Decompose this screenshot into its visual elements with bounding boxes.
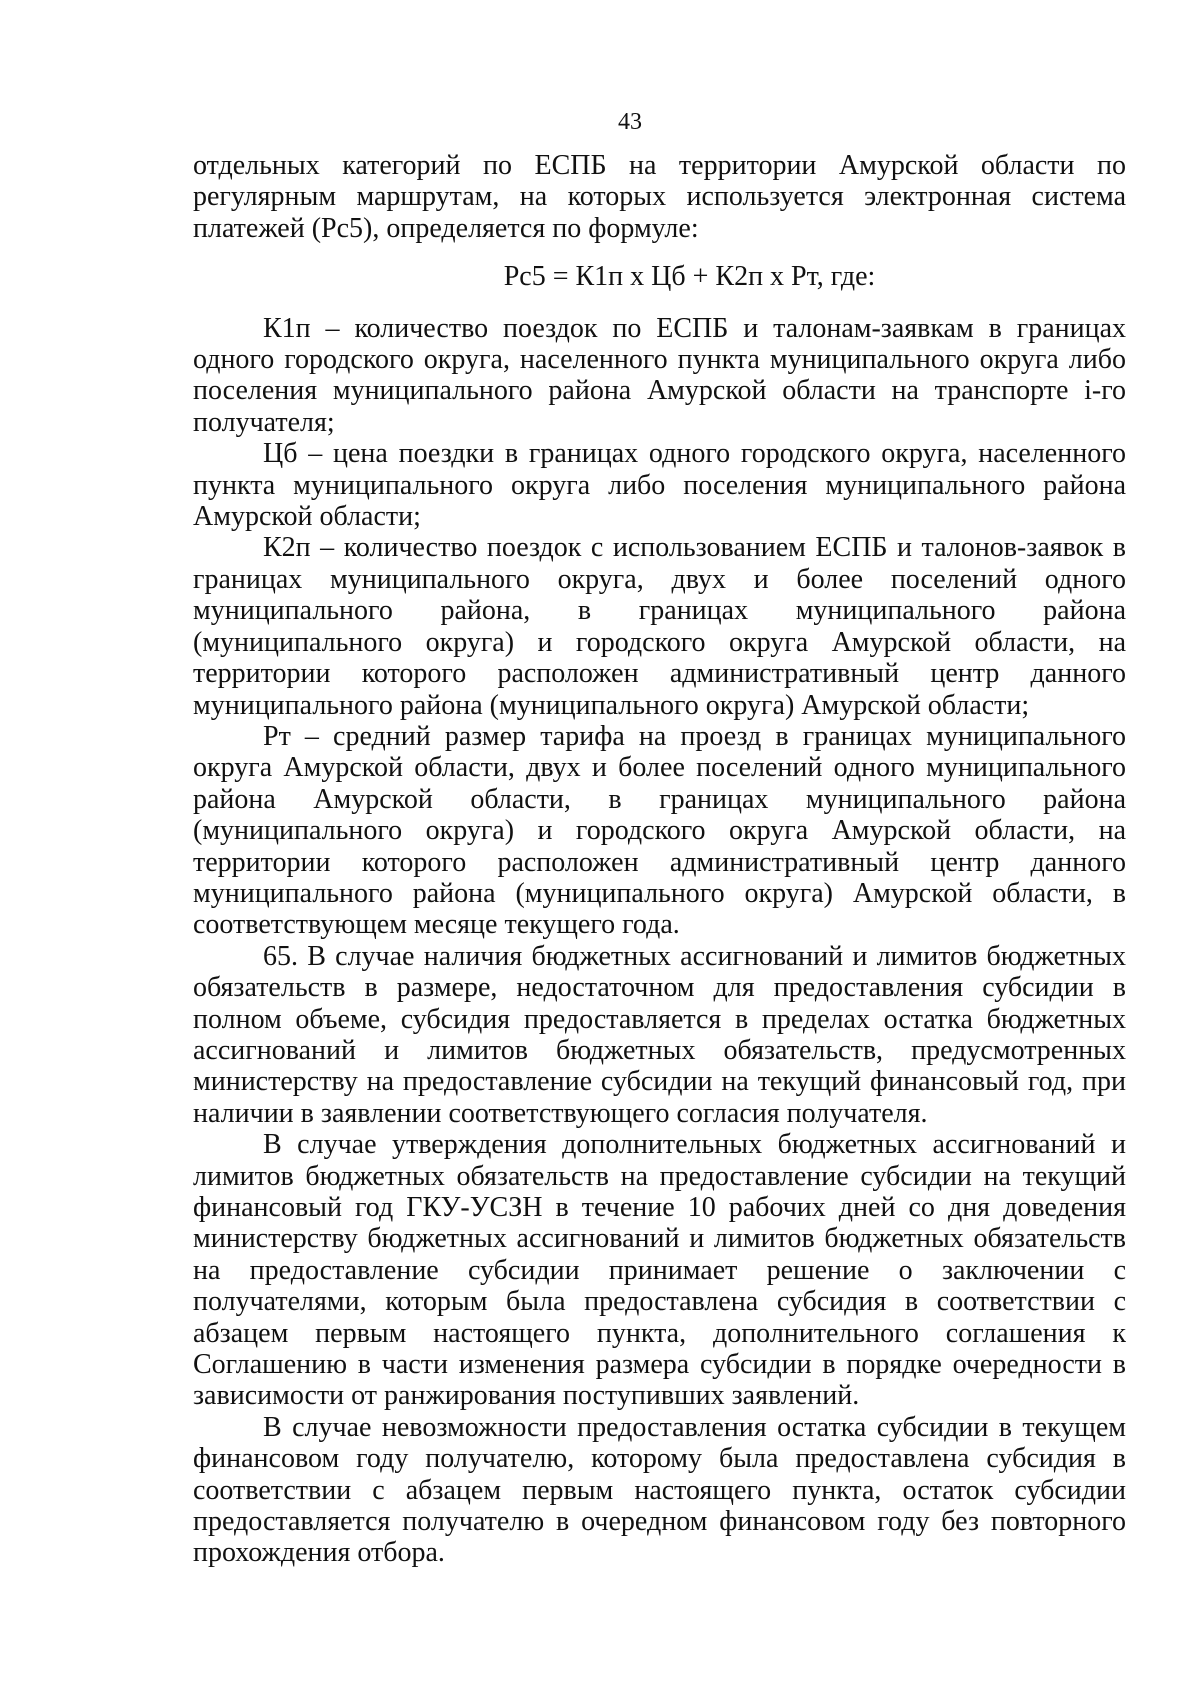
definition-rt: Рт – средний размер тарифа на проезд в границах муниципального округа Амурской области, двух и более поселений одного муниципального района Амурской области, в границах муниципального района (муниципального округа) и городского округа Амурской области, на территории которого расположен административный центр данного муниципального района (муниципального округа) Амурской области, в соответствующем месяце текущего года. — [193, 720, 1126, 941]
formula: Рс5 = К1п х Цб + К2п х Рт, где: — [503, 261, 876, 293]
paragraph-65: 65. В случае наличия бюджетных ассигнований и лимитов бюджетных обязательств в размере, недостаточном для предоставления субсидии в полном объеме, субсидия предоставляется в пределах остатка бюджетных ассигнований и лимитов бюджетных обязательств, предусмотренных министерству на предоставление субсидии на текущий финансовый год, при наличии в заявлении соответствующего согласия получателя. — [193, 940, 1126, 1129]
definition-cb: Цб – цена поездки в границах одного городского округа, населенного пункта муниципального округа либо поселения муниципального района Амурской области; — [193, 438, 1126, 533]
definition-k1p: К1п – количество поездок по ЕСПБ и талонам-заявкам в границах одного городского округа, населенного пункта муниципального округа либо поселения муниципального района Амурской области на транспорте i-го получателя; — [193, 312, 1126, 438]
paragraph-additional-allocations: В случае утверждения дополнительных бюджетных ассигнований и лимитов бюджетных обязательств на предоставление субсидии на текущий финансовый год ГКУ-УСЗН в течение 10 рабочих дней со дня доведения министерству бюджетных ассигнований и лимитов бюджетных обязательств на предоставление субсидии принимает решение о заключении с получателями, которым была предоставлена субсидия в соответствии с абзацем первым настоящего пункта, дополнительного соглашения к Соглашению в части изменения размера субсидии в порядке очередности в зависимости от ранжирования поступивших заявлений. — [193, 1129, 1126, 1412]
document-body — [193, 150, 1126, 1569]
definition-k2p: К2п – количество поездок с использованием ЕСПБ и талонов-заявок в границах муниципального округа, двух и более поселений одного муниципального района, в границах муниципального района (муниципального округа) и городского округа Амурской области, на территории которого расположен административный центр данного муниципального района (муниципального округа) Амурской области; — [193, 532, 1126, 721]
page-number: 43 — [618, 109, 642, 135]
paragraph-remainder-next-year: В случае невозможности предоставления остатка субсидии в текущем финансовом году получателю, которому была предоставлена субсидия в соответствии с абзацем первым настоящего пункта, остаток субсидии предоставляется получателю в очередном финансовом году без повторного прохождения отбора. — [193, 1411, 1126, 1569]
intro-paragraph: отдельных категорий по ЕСПБ на территории Амурской области по регулярным маршрутам, на которых используется электронная система платежей (Рс5), определяется по формуле: — [193, 150, 1126, 244]
